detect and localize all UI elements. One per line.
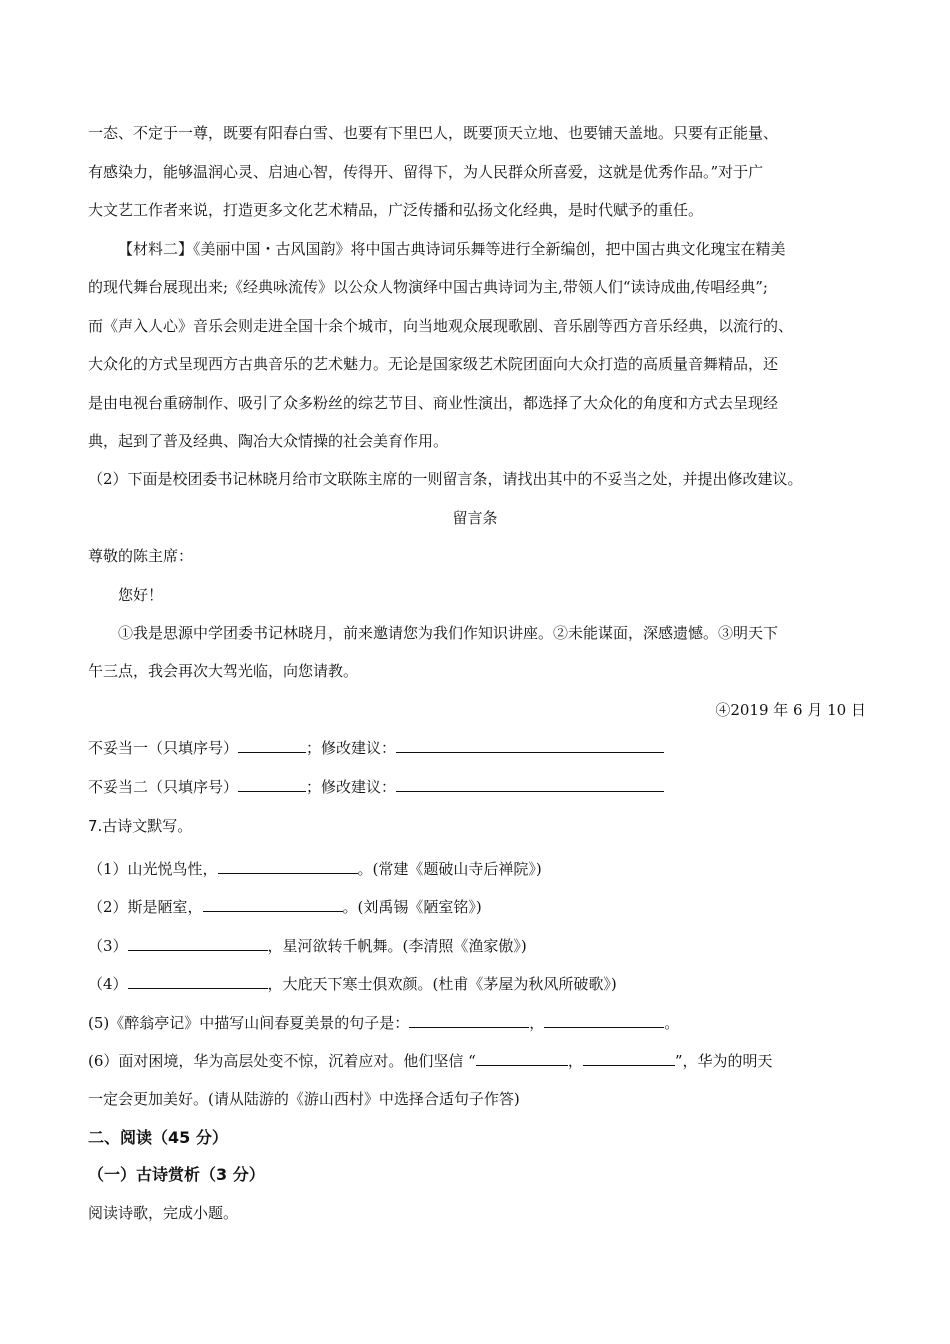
section-2-title: 二、阅读（45 分） — [88, 1128, 228, 1147]
q7-item-1 — [88, 858, 866, 880]
answer-2-label: 不妥当二（只填序号） — [88, 778, 239, 796]
answer-2-number-blank[interactable] — [238, 776, 306, 792]
material-two-line-3: 而《声入人心》音乐会则走进全国十余个城市，向当地观众展现歌剧、音乐剧等西方音乐经典，以流行的、 — [88, 317, 794, 335]
q7-item-3 — [88, 935, 866, 957]
material-two-line-5: 是由电视台重磅制作、吸引了众多粉丝的综艺节目、商业性演出，都选择了大众化的角度和方式去呈现经 — [88, 394, 779, 412]
answer-1-suggestion-blank[interactable] — [396, 737, 664, 753]
note-salutation: 尊敬的陈主席： — [88, 547, 194, 565]
note-greeting: 您好！ — [118, 586, 164, 604]
section-2-instruction: 阅读诗歌，完成小题。 — [88, 1204, 239, 1222]
note-body-line-2: 午三点，我会再次大驾光临，向您请教。 — [88, 662, 359, 680]
q7-item-2 — [88, 896, 866, 918]
note-body-line-1: ①我是思源中学团委书记林晓月，前来邀请您为我们作知识讲座。②未能谋面，深感遗憾。③明天下 — [118, 624, 779, 642]
q7-item-2-pre: （2）斯是陋室， — [88, 898, 203, 916]
answer-1-label: 不妥当一（只填序号） — [88, 739, 239, 757]
material-two-line-1: 【材料二】《美丽中国・古风国韵》将中国古典诗词乐舞等进行全新编创，把中国古典文化瑰宝在精美 — [118, 240, 786, 258]
q7-item-6-line-2: 一定会更加美好。(请从陆游的《游山西村》中选择合适句子作答) — [88, 1090, 520, 1108]
q7-item-4-blank[interactable] — [128, 973, 268, 989]
q7-item-6 — [88, 1050, 866, 1072]
q7-item-6-blank-b[interactable] — [583, 1050, 675, 1066]
q7-item-5-pre: (5)《醉翁亭记》中描写山间春夏美景的句子是： — [88, 1014, 410, 1032]
q7-item-6-pre: (6）面对困境，华为高层处变不惊，沉着应对。他们坚信 “ — [88, 1052, 476, 1070]
material-two-line-6: 典，起到了普及经典、陶冶大众情操的社会美育作用。 — [88, 432, 449, 450]
q7-item-4-pre: （4） — [88, 975, 128, 993]
q7-item-6-sep: ， — [567, 1052, 583, 1070]
answer-row-1 — [88, 737, 866, 759]
q7-item-1-blank[interactable] — [218, 858, 358, 874]
material-two-line-4: 大众化的方式呈现西方古典音乐的艺术魅力。无论是国家级艺术院团面向大众打造的高质量音舞精品，还 — [88, 355, 779, 373]
answer-2-suggestion-label: ；修改建议： — [306, 778, 397, 796]
q7-item-2-blank[interactable] — [203, 896, 343, 912]
q7-item-4 — [88, 973, 866, 995]
q7-item-5 — [88, 1012, 866, 1034]
q7-item-5-blank-b[interactable] — [544, 1012, 664, 1028]
note-date: ④2019 年 6 月 10 日 — [715, 701, 866, 719]
answer-row-2 — [88, 776, 866, 798]
material-one-line-2: 有感染力，能够温润心灵、启迪心智，传得开、留得下，为人民群众所喜爱，这就是优秀作品。”对于广 — [88, 163, 764, 181]
answer-1-number-blank[interactable] — [238, 737, 306, 753]
answer-2-suggestion-blank[interactable] — [396, 776, 664, 792]
q7-item-5-blank-a[interactable] — [409, 1012, 529, 1028]
material-one-line-1: 一态、不定于一尊，既要有阳春白雪、也要有下里巴人，既要顶天立地、也要铺天盖地。只要有正能量、 — [88, 124, 779, 142]
q7-item-3-blank[interactable] — [128, 935, 268, 951]
q7-item-1-post: 。(常建《题破山寺后禅院》) — [357, 860, 542, 878]
material-one-line-3: 大文艺工作者来说，打造更多文化艺术精品，广泛传播和弘扬文化经典，是时代赋予的重任。 — [88, 201, 704, 219]
q7-item-4-post: ，大庇天下寒士俱欢颜。(杜甫《茅屋为秋风所破歌》) — [267, 975, 617, 993]
question-7-title: 7.古诗文默写。 — [88, 817, 193, 835]
q7-item-5-sep: ， — [529, 1014, 545, 1032]
q7-item-5-post: 。 — [664, 1014, 680, 1032]
question-6-2-prompt: （2）下面是校团委书记林晓月给市文联陈主席的一则留言条，请找出其中的不妥当之处，并提出修改建议。 — [88, 470, 803, 488]
q7-item-6-blank-a[interactable] — [476, 1050, 568, 1066]
q7-item-2-post: 。(刘禹锡《陋室铭》) — [342, 898, 482, 916]
section-2-subtitle: （一）古诗赏析（3 分） — [88, 1165, 265, 1184]
q7-item-1-pre: （1）山光悦鸟性， — [88, 860, 218, 878]
q7-item-6-post: ”，华为的明天 — [674, 1052, 773, 1070]
answer-1-suggestion-label: ；修改建议： — [306, 739, 397, 757]
q7-item-3-post: ，星河欲转千帆舞。(李清照《渔家傲》) — [267, 937, 527, 955]
material-two-line-2: 的现代舞台展现出来;《经典咏流传》以公众人物演绎中国古典诗词为主,带领人们“读诗成曲,传唱经典”; — [88, 278, 768, 296]
q7-item-3-pre: （3） — [88, 937, 128, 955]
note-title: 留言条 — [452, 509, 498, 527]
